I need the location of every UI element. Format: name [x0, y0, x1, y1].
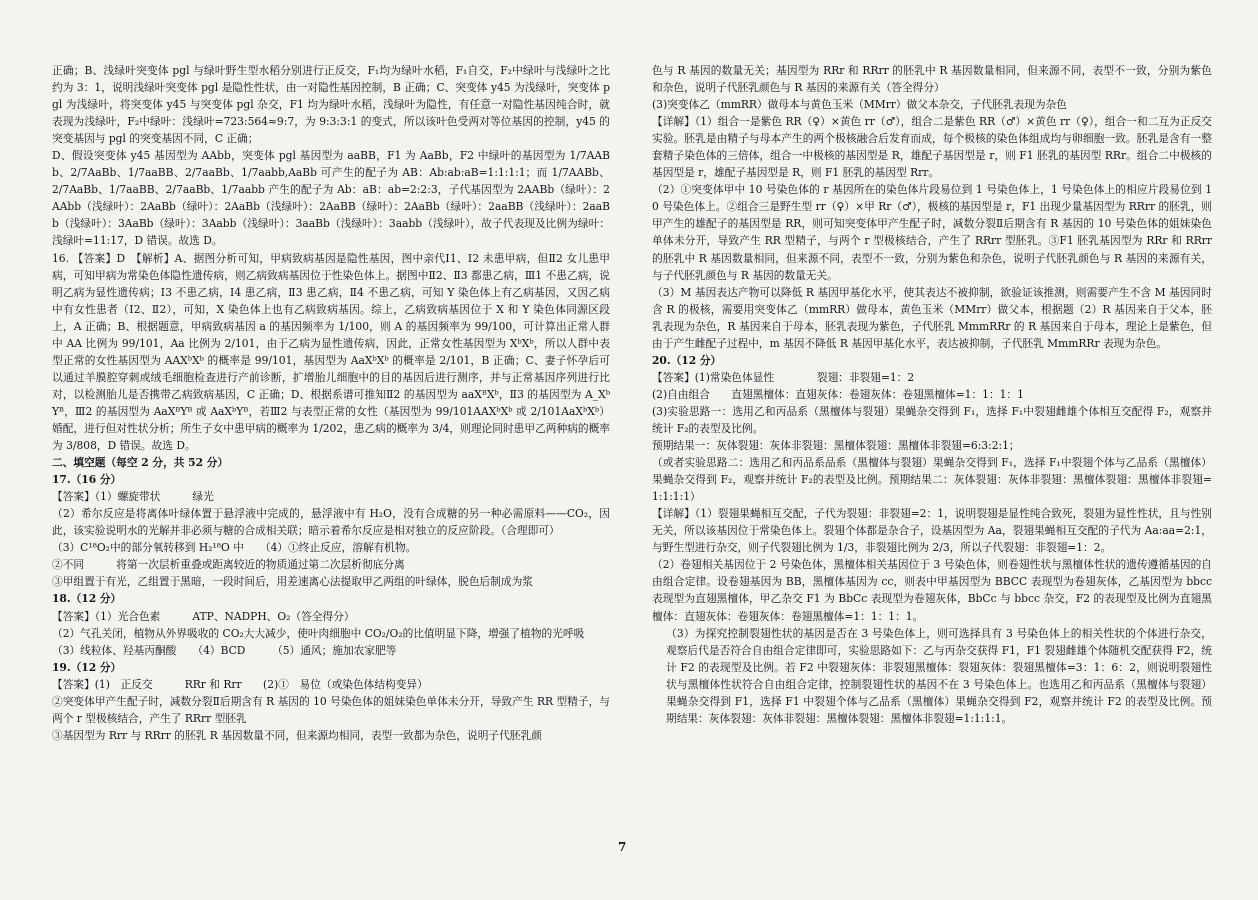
explanation: （2）①突变体甲中 10 号染色体的 r 基因所在的染色体片段易位到 1 号染色体上，1 号染色体上的相应片段易位到 10 号染色体上。②组合三是野生型 rr（♀）×甲 Rr（♂），极核的基因型是 r，F1 出现少量基因型为 RRrr 的胚乳，则甲产生的雄配子的基因型是 RR，则可知突变体甲产生配子时，减数分裂Ⅱ后期含有 R 基因的 10 号染色体的姐妹染色单体未分开，导致产生 RR 型精子，与两个 r 型极核结合，产生了 RRrr 型胚乳。③F1 胚乳基因型为 RRr 和 RRrr 的胚乳中 R 基因数量相同，但来源不同，表型不一致，分别为紫色和杂色，说明子代胚乳颜色与 R 基因的来源有关，与子代胚乳颜色与 R 基因的数量无关。 [652, 183, 1212, 282]
question-19-heading: 19.（12 分） [52, 660, 122, 674]
page-number: 7 [618, 840, 627, 854]
question-16: 16. 【答案】D 【解析】A、据图分析可知，甲病致病基因是隐性基因，图中亲代Ⅰ1、Ⅰ2 未患甲病，但Ⅱ2 女儿患甲病，可知甲病为常染色体隐性遗传病，则乙病致病基因位于性染色体上。据图中Ⅱ2、Ⅱ3 都患乙病，Ⅲ1 不患乙病，说明乙病为显性遗传病；Ⅰ3 不患乙病，Ⅰ4 患乙病，Ⅱ3 患乙病，Ⅱ4 不患乙病，可知 Y 染色体上有乙病基因，又因乙病中有女性患者（Ⅰ2、Ⅱ2），可知，X 染色体上也有乙病致病基因。综上，乙病致病基因位于 X 和 Y 染色体同源区段上，A 正确；B、根据题意，甲病致病基因 a 的基因频率为 1/100，则 A 的基因频率为 99/100，可计算出正常人群中 AA 比例为 99/101，Aa 比例为 2/101，由于乙病为显性遗传病，因此，正常女性基因型为 XᵇXᵇ，所以人群中表型正常的女性基因型为 AAXᵇXᵇ 的概率是 99/101，基因型为 AaXᵇXᵇ 的概率是 2/101，B 正确；C、妻子怀孕后可以通过羊膜腔穿刺或绒毛细胞检查进行产前诊断，扩增胎儿细胞中的目的基因后进行测序，并与正常基因序列进行比对，以检测胎儿是否携带乙病致病基因，C 正确；D、根据系谱可推知Ⅱ2 的基因型为 aaXᴮXᵇ，Ⅱ3 的基因型为 A_XᵇYᴮ，Ⅲ2 的基因型为 AaXᴮYᴮ 或 AaXᵇYᴮ，若Ⅲ2 与表型正常的女性（基因型为 99/101AAXᵇXᵇ 或 2/101AaXᵇXᵇ）婚配，进行但对性状分析；所生子女中患甲病的概率为 1/202，患乙病的概率为 3/4，则理论同时患甲乙两种病的概率为 3/808，D 错误。故选 D。 [52, 251, 610, 453]
answer-line: 【答案】（1）光合色素 ATP、NADPH、O₂（答全得分） [52, 609, 355, 623]
paragraph: 色与 R 基因的数量无关；基因型为 RRr 和 RRrr 的胚乳中 R 基因数量相同，但来源不同，表型不一致，分别为紫色和杂色，说明子代胚乳颜色与 R 基因的来源有关（答全得分） [652, 64, 1212, 95]
answer-line: 【答案】(1)常染色体显性 裂翅：非裂翅=1：2 [652, 370, 915, 384]
left-column [52, 62, 610, 744]
answer-line: ②突变体甲产生配子时，减数分裂Ⅱ后期含有 R 基因的 10 号染色体的姐妹染色单体未分开，导致产生 RR 型精子，与两个 r 型极核结合，产生了 RRrr 型胚乳 [52, 694, 610, 725]
answer-line: （或者实验思路二：选用乙和丙品系品系（黑檀体与裂翅）果蝇杂交得到 F₁，选择 F₁中裂翅个体与乙品系（黑檀体）果蝇杂交得到 F₂，观察并统计 F₂的表型及比例。预期结果二：灰体裂翅：灰体非裂翅：黑檀体裂翅：黑檀体非裂翅=1:1:1:1） [652, 456, 1212, 504]
answer-line: （2）气孔关闭，植物从外界吸收的 CO₂大大减少，使叶肉细胞中 CO₂/O₂的比值明显下降，增强了植物的光呼吸 [52, 626, 585, 640]
answer-line: 预期结果一：灰体裂翅：灰体非裂翅：黑檀体裂翅：黑檀体非裂翅=6:3:2:1； [652, 439, 1020, 453]
question-20-heading: 20.（12 分） [652, 353, 722, 367]
answer-line: ③基因型为 Rrr 与 RRrr 的胚乳 R 基因数量不同，但来源均相同，表型一致都为杂色，说明子代胚乳颜 [52, 728, 542, 742]
explanation: （3）为探究控制裂翅性状的基因是否在 3 号染色体上，则可选择具有 3 号染色体上的相关性状的个体进行杂交，观察后代是否符合自由组合定律即可，实验思路如下：乙与丙杂交获得 F1，F1 裂翅雌雄个体随机交配获得 F2，统计 F2 的表现型及比例。若 F2 中裂翅灰体：非裂翅黑檀体：裂翅灰体：裂翅黑檀体=3：1：6：2，则说明裂翅性状与黑檀体性状符合自由组合定律，控制裂翅性状的基因不在 3 号染色体上。也选用乙和丙品系（黑檀体与裂翅）果蝇杂交得到 F1，选择 F1 中裂翅个体与乙品系（黑檀体）果蝇杂交得到 F2，观察并统计 F2 的表型及比例。预期结果：灰体裂翅：灰体非裂翅：黑檀体裂翅：黑檀体非裂翅=1:1:1:1。 [666, 626, 1212, 725]
right-column [652, 62, 1212, 727]
question-18-heading: 18.（12 分） [52, 592, 122, 606]
paragraph: D、假设突变体 y45 基因型为 AAbb，突变体 pgl 基因型为 aaBB，F1 为 AaBb，F2 中绿叶的基因型为 1/7AABb、2/7AaBb、1/7aaBB、2/7aaBb、1/7aabb,AaBb 可产生的配子为 AB：Ab:ab:aB=1:1:1:1；而 1/7AABb、2/7AaBb、1/7aaBB、2/7aaBb、1/7aabb 产生的配子为 Ab：aB：ab=2:2:3，子代基因型为 2AABb（绿叶）：2AAbb（浅绿叶）：2AaBb（绿叶）：2AaBb（浅绿叶）：2AaBB（绿叶）：2AaBb（绿叶）：2aaBB（浅绿叶）：2aaBb（浅绿叶）：3AaBb（绿叶）：3Aabb（浅绿叶）：3aaBb（浅绿叶）：3aabb（浅绿叶），故子代表现及比例为绿叶：浅绿叶=11:17，D 错误。故选 D。 [52, 149, 610, 248]
explanation: （2）卷翅相关基因位于 2 号染色体，黑檀体相关基因位于 3 号染色体，则卷翅性状与黑檀体性状的遗传遵循基因的自由组合定律。设卷翅基因为 BB，黑檀体基因为 cc，则表中甲基因型为 BBCC 表现型为卷翅灰体，乙基因型为 bbcc 表现型为直翅黑檀体，甲乙杂交 F1 为 BbCc 表现型为卷翅灰体，BbCc 与 bbcc 杂交，F2 的表现型及比例为直翅黑檀体：直翅灰体：卷翅灰体：卷翅黑檀体=1：1：1：1。 [652, 558, 1212, 623]
answer-line: (3)实验思路一：选用乙和丙品系（黑檀体与裂翅）果蝇杂交得到 F₁，选择 F₁中裂翅雌雄个体相互交配得 F₂，观察并统计 F₂的表型及比例。 [652, 404, 1212, 435]
answer-line: (2)自由组合 直翅黑檀体：直翅灰体：卷翅灰体：卷翅黑檀体=1：1：1：1 [652, 387, 1024, 401]
question-17-heading: 17.（16 分） [52, 473, 122, 487]
paragraph: 正确；B、浅绿叶突变体 pgl 与绿叶野生型水稻分别进行正反交，F₁均为绿叶水稻，F₁自交，F₂中绿叶与浅绿叶之比约为 3：1，说明浅绿叶突变体 pgl 是隐性性状，由一对隐性基因控制，B 正确；C、突变体 y45 为浅绿叶，突变体 pgl 为浅绿叶，将突变体 y45 与突变体 pgl 杂交，F1 均为绿叶水稻，浅绿叶为隐性，有任意一对隐性基因纯合时，就表现为浅绿叶，F₂中绿叶：浅绿叶=723:564≈9:7，为 9:3:3:1 的变式，所以该叶色受两对等位基因的控制，y45 的突变基因与 pgl 的突变基因不同，C 正确； [52, 64, 610, 146]
answer-line: （3）C¹⁸O₂中的部分氧转移到 H₂¹⁸O 中 （4）①终止反应，溶解有机物。 [52, 541, 417, 555]
explanation: 【详解】（1）裂翅果蝇相互交配，子代为裂翅：非裂翅=2：1，说明裂翅是显性纯合致死，裂翅为显性性状，且与性别无关，所以该基因位于常染色体上。裂翅个体都是杂合子，设基因型为 Aa，裂翅果蝇相互交配的子代为 Aa:aa=2:1，与野生型进行杂交，则子代裂翅比例为 1/3，非裂翅比例为 2/3，所以子代裂翅：非裂翅=1：2。 [652, 507, 1212, 555]
explanation: （3）M 基因表达产物可以降低 R 基因甲基化水平，使其表达不被抑制，欲验证该推测，则需要产生不含 M 基因同时含 R 的极核，需要用突变体乙（mmRR）做母本，黄色玉米（MMrr）做父本，根据题（2）R 基因来自于父本，胚乳表现为杂色，R 基因来自于母本，胚乳表现为紫色，子代胚乳 MmmRRr 的 R 基因来自于母本，理论上是紫色，但由于产生雌配子过程中，m 基因不降低 R 基因甲基化水平，表达被抑制，子代胚乳 MmmRRr 表现为杂色。 [652, 285, 1212, 350]
answer-line: 【答案】（1）螺旋带状 绿光 [52, 490, 214, 504]
answer-line: ②不同 将第一次层析重叠或距离较近的物质通过第二次层析彻底分离 [52, 558, 405, 572]
answer-line: （3）线粒体、羟基丙酮酸 （4）BCD （5）通风；施加农家肥等 [52, 643, 397, 657]
answer-line: ③甲组置于有光，乙组置于黑暗，一段时间后，用差速离心法提取甲乙两组的叶绿体，脱色后制成为浆 [52, 575, 533, 589]
explanation: 【详解】（1）组合一是紫色 RR（♀）×黄色 rr（♂），组合二是紫色 RR（♂）×黄色 rr（♀），组合一和二互为正反交实验。胚乳是由精子与母本产生的两个极核融合后发育而成，每个极核的染色体组成均与卵细胞一致。胚乳是含有一整套精子染色体的三倍体，组合一中极核的基因型是 R，雄配子基因型是 r，则 F1 胚乳的基因型 RRr。组合二中极核的基因型是 r，雄配子基因型是 R，则 F1 胚乳的基因型 Rrr。 [652, 115, 1212, 180]
section-heading: 二、填空题（每空 2 分，共 52 分） [52, 456, 229, 470]
answer-line: 【答案】(1) 正反交 RRr 和 Rrr (2)① 易位（或染色体结构变异） [52, 677, 428, 691]
paragraph: (3)突变体乙（mmRR）做母本与黄色玉米（MMrr）做父本杂交，子代胚乳表现为杂色 [652, 98, 1067, 112]
answer-line: （2）希尔反应是将离体叶绿体置于悬浮液中完成的，悬浮液中有 H₂O，没有合成糖的另一种必需原料——CO₂，因此，该实验说明水的光解并非必须与糖的合成相关联；暗示着希尔反应是相对独立的反应阶段。（合理即可） [52, 507, 610, 538]
